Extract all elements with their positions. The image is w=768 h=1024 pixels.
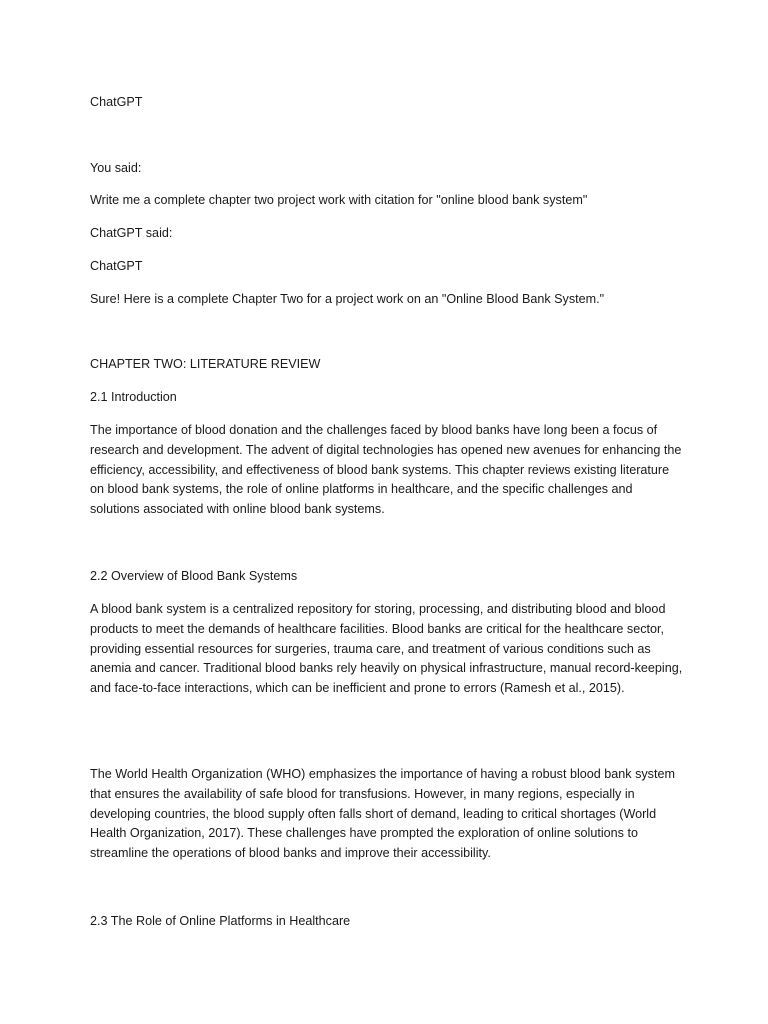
header-label: ChatGPT — [90, 95, 143, 109]
chatgpt-label: ChatGPT — [90, 259, 143, 273]
section-heading-2-2: 2.2 Overview of Blood Bank Systems — [90, 569, 298, 583]
you-said-label: You said: — [90, 161, 142, 175]
chatgpt-said-label: ChatGPT said: — [90, 226, 173, 240]
section-2-1-paragraph: The importance of blood donation and the challenges faced by blood banks have long been a focus of research and development. The advent of digital technologies has opened new avenues for enhancing the efficiency, accessibility, and effectiveness of blood bank systems. This chapter reviews existing literature on blood bank systems, the role of online platforms in healthcare, and the specific challenges and solutions associated with online blood bank systems. — [90, 423, 682, 517]
user-prompt: Write me a complete chapter two project work with citation for "online blood bank system" — [90, 193, 588, 207]
section-2-2-paragraph-1: A blood bank system is a centralized repository for storing, processing, and distributing blood and blood products to meet the demands of healthcare facilities. Blood banks are critical for the healthcare sector, providing essential resources for surgeries, trauma care, and treatment of various conditions such as anemia and cancer. Traditional blood banks rely heavily on physical infrastructure, manual record-keeping, and face-to-face interactions, which can be inefficient and prone to errors (Ramesh et al., 2015). — [90, 602, 683, 696]
section-2-2-paragraph-2: The World Health Organization (WHO) emphasizes the importance of having a robust blood bank system that ensures the availability of safe blood for transfusions. However, in many regions, especially in developing countries, the blood supply often falls short of demand, leading to critical shortages (World Health Organization, 2017). These challenges have prompted the exploration of online solutions to streamline the operations of blood banks and improve their accessibility. — [90, 767, 675, 861]
chapter-title: CHAPTER TWO: LITERATURE REVIEW — [90, 357, 321, 371]
section-heading-2-3: 2.3 The Role of Online Platforms in Healthcare — [90, 914, 351, 928]
section-heading-2-1: 2.1 Introduction — [90, 390, 177, 404]
intro-line: Sure! Here is a complete Chapter Two for a project work on an "Online Blood Bank System." — [90, 292, 605, 306]
